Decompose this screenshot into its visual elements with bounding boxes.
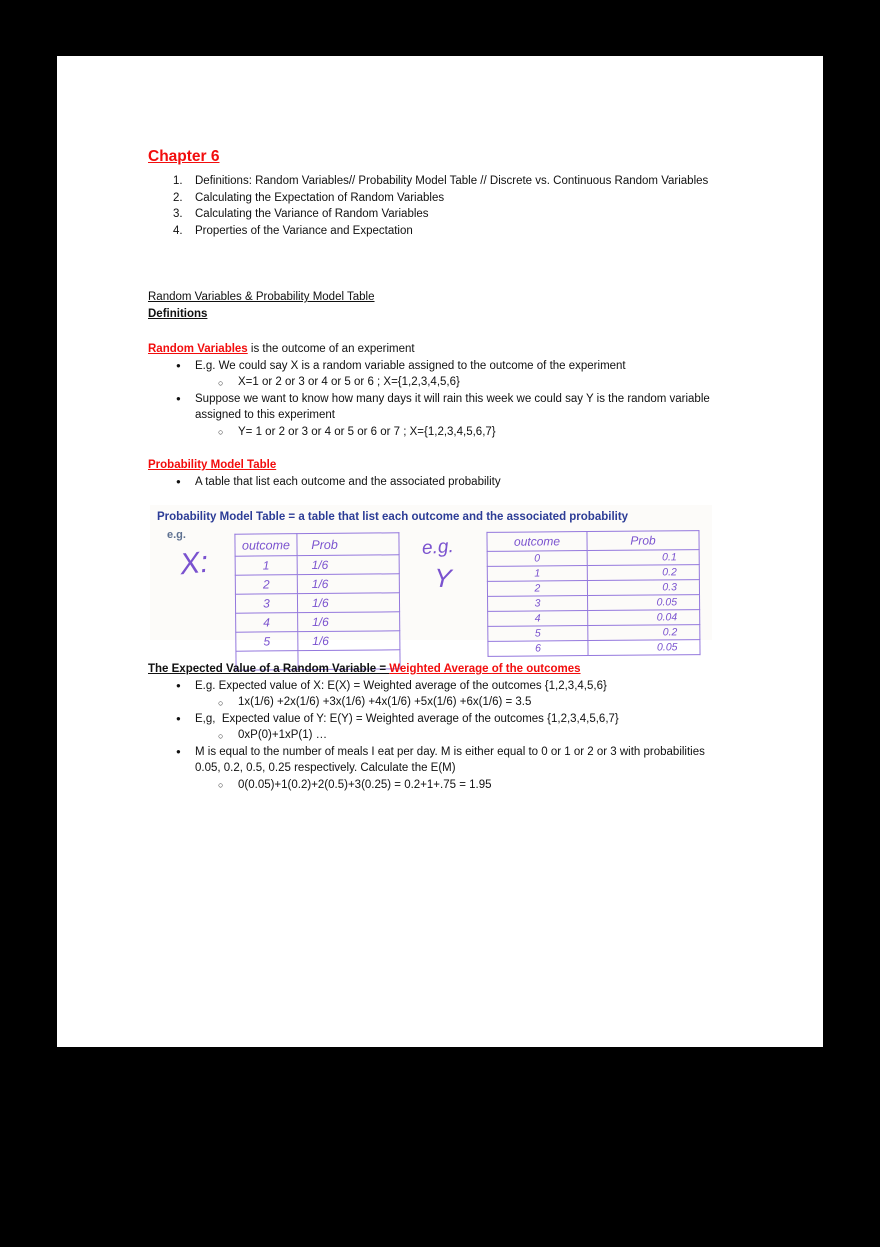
agenda-item-number: 3. (173, 208, 183, 220)
table-cell: 0 (487, 551, 587, 567)
section-heading: Random Variables & Probability Model Table (148, 291, 375, 303)
section-heading-block (148, 289, 375, 322)
table-header-cell: Prob (587, 531, 699, 551)
figure-title: Probability Model Table = a table that list each outcome and the associated probability (157, 511, 629, 523)
table-cell: 0.05 (588, 640, 700, 656)
sub-bullet-item: ○ 0xP(0)+1xP(1) … (148, 727, 710, 744)
sub-bullet-item: ○ 0(0.05)+1(0.2)+2(0.5)+3(0.25) = 0.2+1+.75 = 1.95 (148, 777, 710, 794)
table-cell: 0.2 (587, 565, 699, 581)
table-cell: 4 (236, 613, 298, 633)
sub-bullet-item: ○ 1x(1/6) +2x(1/6) +3x(1/6) +4x(1/6) +5x(1/6) +6x(1/6) = 3.5 (148, 694, 710, 711)
table-header-row (235, 533, 399, 556)
bullet-item: ● E.g. Expected value of X: E(X) = Weighted average of the outcomes {1,2,3,4,5,6} (148, 678, 710, 695)
table-row (236, 612, 400, 632)
table-cell: 1/6 (297, 593, 399, 613)
bullet-item: ● Suppose we want to know how many days it will rain this week we could say Y is the random variable assigned to this experiment (148, 391, 710, 424)
figure-x-label: X: (178, 545, 210, 582)
agenda-item-text: Properties of the Variance and Expectation (195, 224, 413, 237)
table-cell: 3 (488, 596, 588, 612)
table-cell: 2 (235, 575, 297, 595)
bullet-item: ● E.g. We could say X is a random variable assigned to the outcome of the experiment (148, 358, 710, 375)
agenda-item-text: Calculating the Variance of Random Variables (195, 208, 429, 220)
definition-term-suffix: is the outcome of an experiment (247, 343, 415, 355)
bullet-item: ● E,g, Expected value of Y: E(Y) = Weighted average of the outcomes {1,2,3,4,5,6,7} (148, 711, 710, 728)
table-cell: 5 (236, 632, 298, 652)
table-row (235, 593, 399, 613)
document-page (57, 56, 823, 1047)
document-content (57, 56, 823, 1047)
pmt-heading: Probability Model Table (148, 459, 277, 471)
table-cell: 2 (487, 581, 587, 597)
figure-y-label: Y (433, 562, 453, 594)
table-cell: 1 (235, 556, 297, 576)
table-cell: 1/6 (297, 612, 399, 632)
table-cell: 1/6 (297, 574, 399, 594)
agenda-item-text: Calculating the Expectation of Random Variables (195, 191, 445, 204)
table-cell: 0.04 (588, 610, 700, 626)
table-cell: 1/6 (297, 555, 399, 575)
x-probability-table (234, 532, 400, 670)
chapter-heading: Chapter 6 (148, 148, 220, 165)
expected-heading-black: The Expected Value of a Random Variable = (148, 663, 390, 675)
agenda-item (148, 223, 710, 240)
agenda-item-text: Definitions: Random Variables// Probability Model Table // Discrete vs. Continuous Random Variables (195, 175, 709, 187)
table-cell: 4 (488, 611, 588, 627)
x-table-head (235, 533, 399, 556)
table-cell: 0.1 (587, 550, 699, 566)
sub-bullet-item: ○ X=1 or 2 or 3 or 4 or 5 or 6 ; X={1,2,3,4,5,6} (148, 374, 710, 391)
table-row (235, 574, 399, 594)
bullet-item: ● A table that list each outcome and the associated probability (148, 474, 710, 491)
x-table-body (235, 555, 400, 670)
definition-term: Random Variables (148, 343, 248, 355)
expected-heading-red: Weighted Average of the outcomes (389, 663, 581, 675)
table-row (488, 640, 700, 657)
table-cell: 0.05 (588, 595, 700, 611)
bullet-item: ● M is equal to the number of meals I eat per day. M is either equal to 0 or 1 or 2 or 3 with probabilities 0.05, 0.2, 0.5, 0.25 respectively. Calculate the E(M) (148, 744, 710, 777)
table-cell: 0.3 (587, 580, 699, 596)
agenda-item-number: 4. (173, 224, 183, 237)
table-cell: 6 (488, 641, 588, 657)
agenda-item (148, 173, 710, 190)
definitions-block (148, 341, 713, 440)
table-header-cell: outcome (235, 534, 297, 557)
section-subheading: Definitions (148, 307, 208, 320)
table-row (235, 555, 399, 575)
table-header-cell: Prob (297, 533, 399, 556)
table-header-row (487, 531, 699, 552)
table-cell: 1 (487, 566, 587, 582)
agenda-item-number: 2. (173, 191, 183, 204)
table-cell: 3 (235, 594, 297, 614)
definition-line (148, 341, 713, 358)
table-cell: 0.2 (588, 625, 700, 641)
y-table-body (487, 550, 700, 657)
figure-eg2-label: e.g. (421, 535, 455, 560)
expected-value-block (148, 661, 713, 793)
table-row (236, 631, 400, 651)
handwritten-figure (150, 505, 712, 655)
agenda-item (148, 190, 710, 207)
agenda-item (148, 206, 710, 223)
expected-heading (148, 661, 713, 678)
figure-eg-label: e.g. (167, 529, 186, 541)
y-probability-table (486, 530, 700, 657)
sub-bullet-item: ○ Y= 1 or 2 or 3 or 4 or 5 or 6 or 7 ; X={1,2,3,4,5,6,7} (148, 424, 710, 441)
y-table-head (487, 531, 699, 552)
table-cell: 1/6 (298, 631, 400, 651)
pmt-block (148, 457, 713, 490)
agenda-list (148, 173, 708, 239)
table-header-cell: outcome (487, 532, 587, 552)
table-cell: 5 (488, 626, 588, 642)
agenda-item-number: 1. (173, 175, 183, 187)
